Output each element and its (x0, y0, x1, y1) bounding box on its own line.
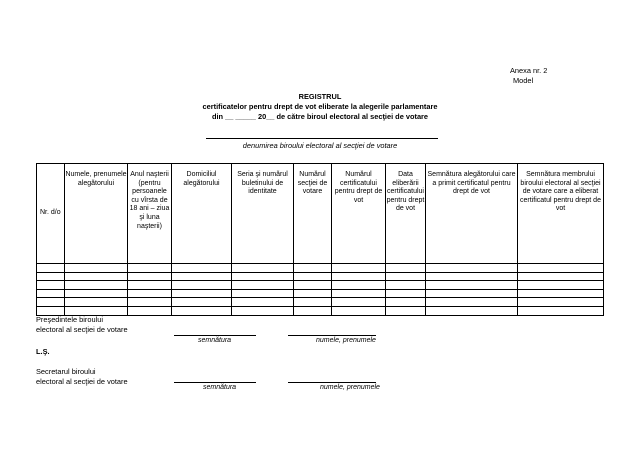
table-cell[interactable] (172, 306, 232, 315)
table-row (37, 289, 604, 298)
polling-name-hint: denumirea biroului electoral al secţiei de votare (242, 141, 398, 150)
table-cell[interactable] (294, 289, 332, 298)
table-cell[interactable] (172, 289, 232, 298)
column-header: Numele, prenumele alegătorului (65, 164, 128, 264)
table-cell[interactable] (426, 272, 518, 281)
table-cell[interactable] (518, 281, 604, 290)
table-row (37, 272, 604, 281)
table-cell[interactable] (128, 306, 172, 315)
table-cell[interactable] (518, 306, 604, 315)
table-cell[interactable] (37, 264, 65, 273)
register-subtitle: certificatelor pentru drept de vot eliberate la alegerile parlamentare (202, 102, 438, 111)
table-row (37, 306, 604, 315)
secretary-name-line (288, 382, 376, 383)
column-header: Semnătura membrului biroului electoral al secţiei de votare care a eliberat certificatul pentru drept de vot (518, 164, 604, 264)
table-cell[interactable] (65, 289, 128, 298)
table-cell[interactable] (332, 306, 386, 315)
register-date-line: din __ _____ 20__ de către biroul electoral al secţiei de votare (211, 112, 429, 121)
table-cell[interactable] (37, 281, 65, 290)
table-cell[interactable] (332, 272, 386, 281)
table-row (37, 264, 604, 273)
table-cell[interactable] (37, 298, 65, 307)
register-table (36, 163, 604, 316)
table-cell[interactable] (128, 264, 172, 273)
president-label-line2: electoral al secţiei de votare (36, 325, 128, 334)
column-header: Domiciliul alegătorului (172, 164, 232, 264)
table-cell[interactable] (518, 289, 604, 298)
table-cell[interactable] (426, 306, 518, 315)
table-cell[interactable] (232, 264, 294, 273)
table-cell[interactable] (518, 298, 604, 307)
president-signature-label: semnătura (198, 337, 232, 344)
table-cell[interactable] (232, 272, 294, 281)
table-cell[interactable] (332, 264, 386, 273)
register-title: REGISTRUL (298, 92, 342, 101)
secretary-signature-line (174, 382, 256, 383)
table-cell[interactable] (172, 264, 232, 273)
president-name-label: numele, prenumele (316, 337, 376, 344)
table-cell[interactable] (65, 264, 128, 273)
table-cell[interactable] (232, 281, 294, 290)
annex-model: Model (513, 76, 534, 85)
table-cell[interactable] (128, 281, 172, 290)
table-cell[interactable] (332, 281, 386, 290)
table-cell[interactable] (65, 281, 128, 290)
secretary-label-line1: Secretarul biroului (36, 367, 96, 376)
table-row (37, 298, 604, 307)
table-cell[interactable] (65, 298, 128, 307)
president-signature-line (174, 335, 256, 336)
table-cell[interactable] (332, 298, 386, 307)
column-header: Anul naşterii (pentru persoanele cu vîrsta de 18 ani – ziua şi luna naşterii) (128, 164, 172, 264)
table-cell[interactable] (128, 272, 172, 281)
column-header: Semnătura alegătorului care a primit certificatul pentru drept de vot (426, 164, 518, 264)
polling-name-line (206, 138, 438, 139)
table-cell[interactable] (294, 272, 332, 281)
column-header: Numărul secţiei de votare (294, 164, 332, 264)
table-cell[interactable] (426, 298, 518, 307)
president-name-line (288, 335, 376, 336)
table-cell[interactable] (386, 306, 426, 315)
annex-number: Anexa nr. 2 (510, 66, 548, 75)
table-cell[interactable] (294, 306, 332, 315)
table-cell[interactable] (426, 281, 518, 290)
table-cell[interactable] (128, 298, 172, 307)
column-header: Nr. d/o (37, 164, 65, 264)
table-row (37, 281, 604, 290)
table-cell[interactable] (37, 272, 65, 281)
secretary-label-line2: electoral al secţiei de votare (36, 377, 128, 386)
table-cell[interactable] (172, 281, 232, 290)
secretary-signature-label: semnătura (203, 384, 237, 391)
table-cell[interactable] (386, 272, 426, 281)
table-cell[interactable] (386, 298, 426, 307)
column-header: Numărul certificatului pentru drept de vot (332, 164, 386, 264)
table-cell[interactable] (65, 306, 128, 315)
president-label-line1: Preşedintele biroului (36, 315, 103, 324)
table-cell[interactable] (172, 272, 232, 281)
table-cell[interactable] (232, 306, 294, 315)
column-header: Seria şi numărul buletinului de identitate (232, 164, 294, 264)
stamp-label: L.Ş. (36, 347, 50, 356)
table-cell[interactable] (518, 272, 604, 281)
table-cell[interactable] (426, 289, 518, 298)
table-cell[interactable] (37, 289, 65, 298)
table-cell[interactable] (294, 264, 332, 273)
table-cell[interactable] (294, 281, 332, 290)
table-cell[interactable] (128, 289, 172, 298)
table-cell[interactable] (232, 289, 294, 298)
column-header: Data eliberării certificatului pentru drept de vot (386, 164, 426, 264)
table-cell[interactable] (386, 264, 426, 273)
table-cell[interactable] (332, 289, 386, 298)
table-cell[interactable] (37, 306, 65, 315)
secretary-name-label: numele, prenumele (320, 384, 380, 391)
table-cell[interactable] (386, 289, 426, 298)
table-cell[interactable] (518, 264, 604, 273)
table-cell[interactable] (232, 298, 294, 307)
table-cell[interactable] (172, 298, 232, 307)
table-cell[interactable] (426, 264, 518, 273)
table-header-row (37, 164, 604, 264)
table-cell[interactable] (386, 281, 426, 290)
table-cell[interactable] (65, 272, 128, 281)
table-cell[interactable] (294, 298, 332, 307)
